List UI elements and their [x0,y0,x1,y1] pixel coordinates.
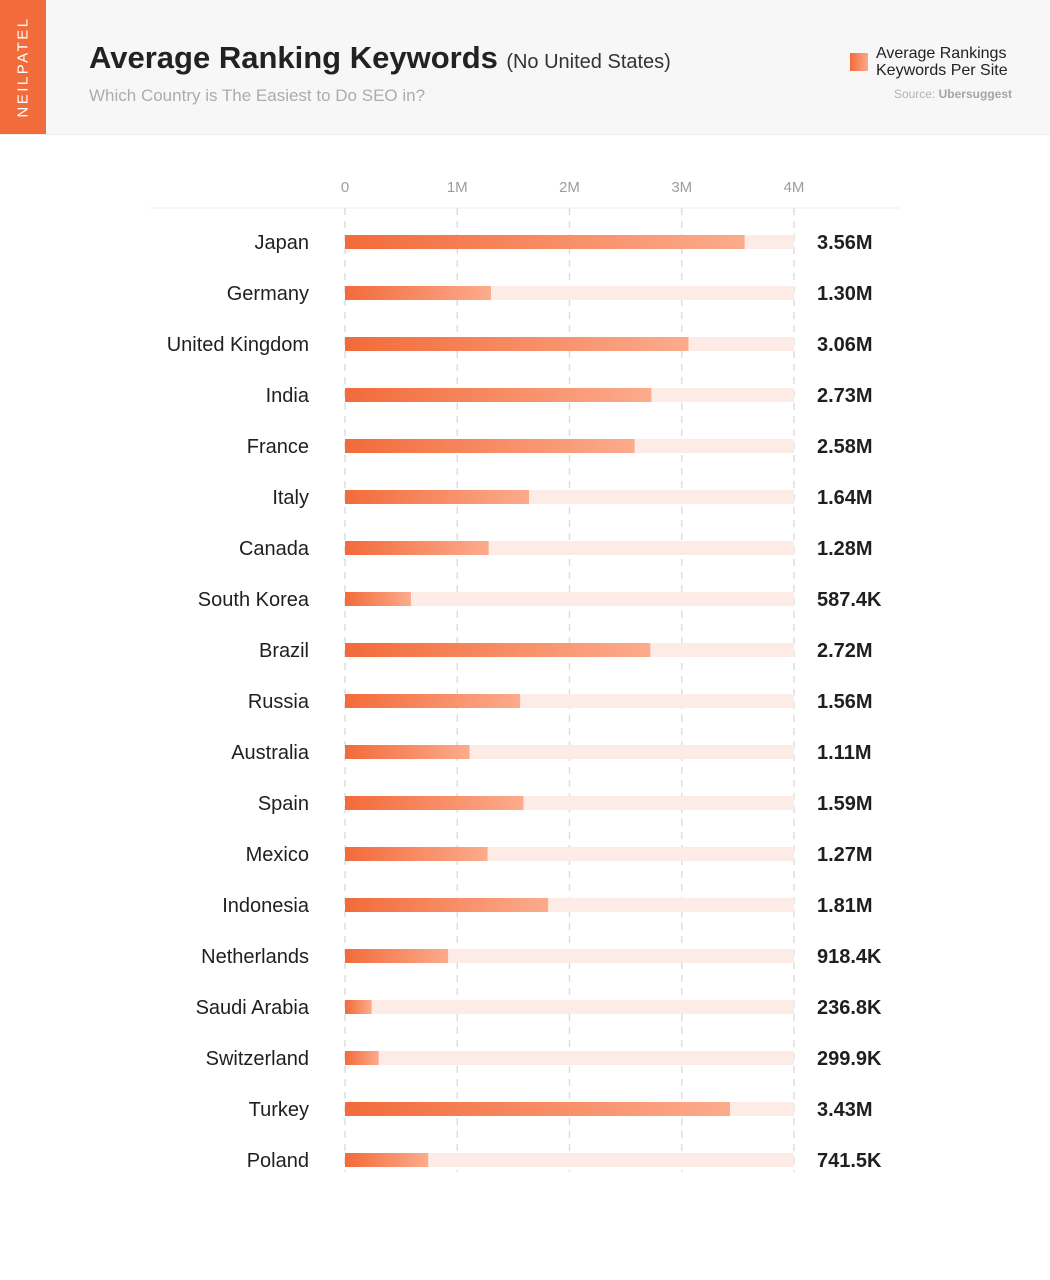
value-label: 1.30M [817,283,873,305]
bar-track [345,1051,794,1065]
category-label: France [246,436,309,458]
source-prefix: Source: [893,87,936,101]
value-label: 1.64M [817,487,873,509]
legend [850,45,1012,79]
category-label: Saudi Arabia [195,997,309,1019]
bar [345,1051,379,1065]
bar [345,745,470,759]
value-label: 3.56M [817,232,873,254]
bar [345,1102,730,1116]
brand-strip [0,0,46,134]
bar [345,439,635,453]
category-label: Netherlands [201,946,309,968]
category-label: Japan [254,232,309,254]
value-label: 299.9K [817,1048,882,1070]
value-label: 3.06M [817,334,873,356]
bar [345,1000,372,1014]
value-label: 2.58M [817,436,873,458]
x-tick-label: 2M [559,179,580,196]
header [0,0,1050,135]
bar-track [345,1000,794,1014]
category-label: Switzerland [205,1048,309,1070]
source-note [894,87,1012,101]
bar [345,592,411,606]
value-label: 1.11M [817,742,872,764]
value-label: 1.59M [817,793,873,815]
category-label: Australia [231,742,309,764]
value-label: 3.43M [817,1099,873,1121]
value-label: 2.73M [817,385,873,407]
category-label: Russia [247,691,309,713]
category-label: Turkey [248,1099,309,1121]
bar-track [345,592,794,606]
category-label: United Kingdom [166,334,309,356]
category-label: India [265,385,309,407]
bar [345,643,650,657]
bar [345,847,488,861]
title-row [89,40,671,76]
category-label: Brazil [258,640,309,662]
bar [345,388,651,402]
bar-chart [0,135,1050,1235]
bar [345,286,491,300]
legend-label: Average Rankings Keywords Per Site [876,45,1008,79]
value-label: 1.28M [817,538,873,560]
source-name: Ubersuggest [938,87,1012,101]
category-label: Canada [238,538,309,560]
category-label: Germany [226,283,309,305]
value-label: 1.56M [817,691,873,713]
brand-logo: NEILPATEL [14,16,32,118]
x-tick-label: 4M [783,179,805,196]
value-label: 2.72M [817,640,873,662]
chart-subtitle: Which Country is The Easiest to Do SEO in? [89,86,426,105]
chart-title-note: (No United States) [506,51,671,73]
bar [345,337,688,351]
bar [345,235,745,249]
category-label: Indonesia [222,895,309,917]
value-label: 1.27M [817,844,873,866]
bar [345,490,529,504]
value-label: 918.4K [817,946,882,968]
legend-swatch [850,53,868,71]
x-tick-label: 1M [446,179,468,196]
chart-title: Average Ranking Keywords [89,40,498,75]
bar [345,541,489,555]
bar [345,949,448,963]
category-label: Poland [246,1150,309,1172]
category-label: Italy [272,487,309,509]
x-tick-label: 3M [671,179,693,196]
category-label: South Korea [197,589,309,611]
value-label: 236.8K [817,997,882,1019]
bar [345,694,520,708]
category-label: Spain [257,793,309,815]
bar [345,898,548,912]
bar [345,796,523,810]
category-label: Mexico [245,844,309,866]
bar [345,1153,428,1167]
value-label: 587.4K [817,589,882,611]
value-label: 1.81M [817,895,873,917]
value-label: 741.5K [817,1150,882,1172]
x-tick-label: 0 [340,179,350,196]
